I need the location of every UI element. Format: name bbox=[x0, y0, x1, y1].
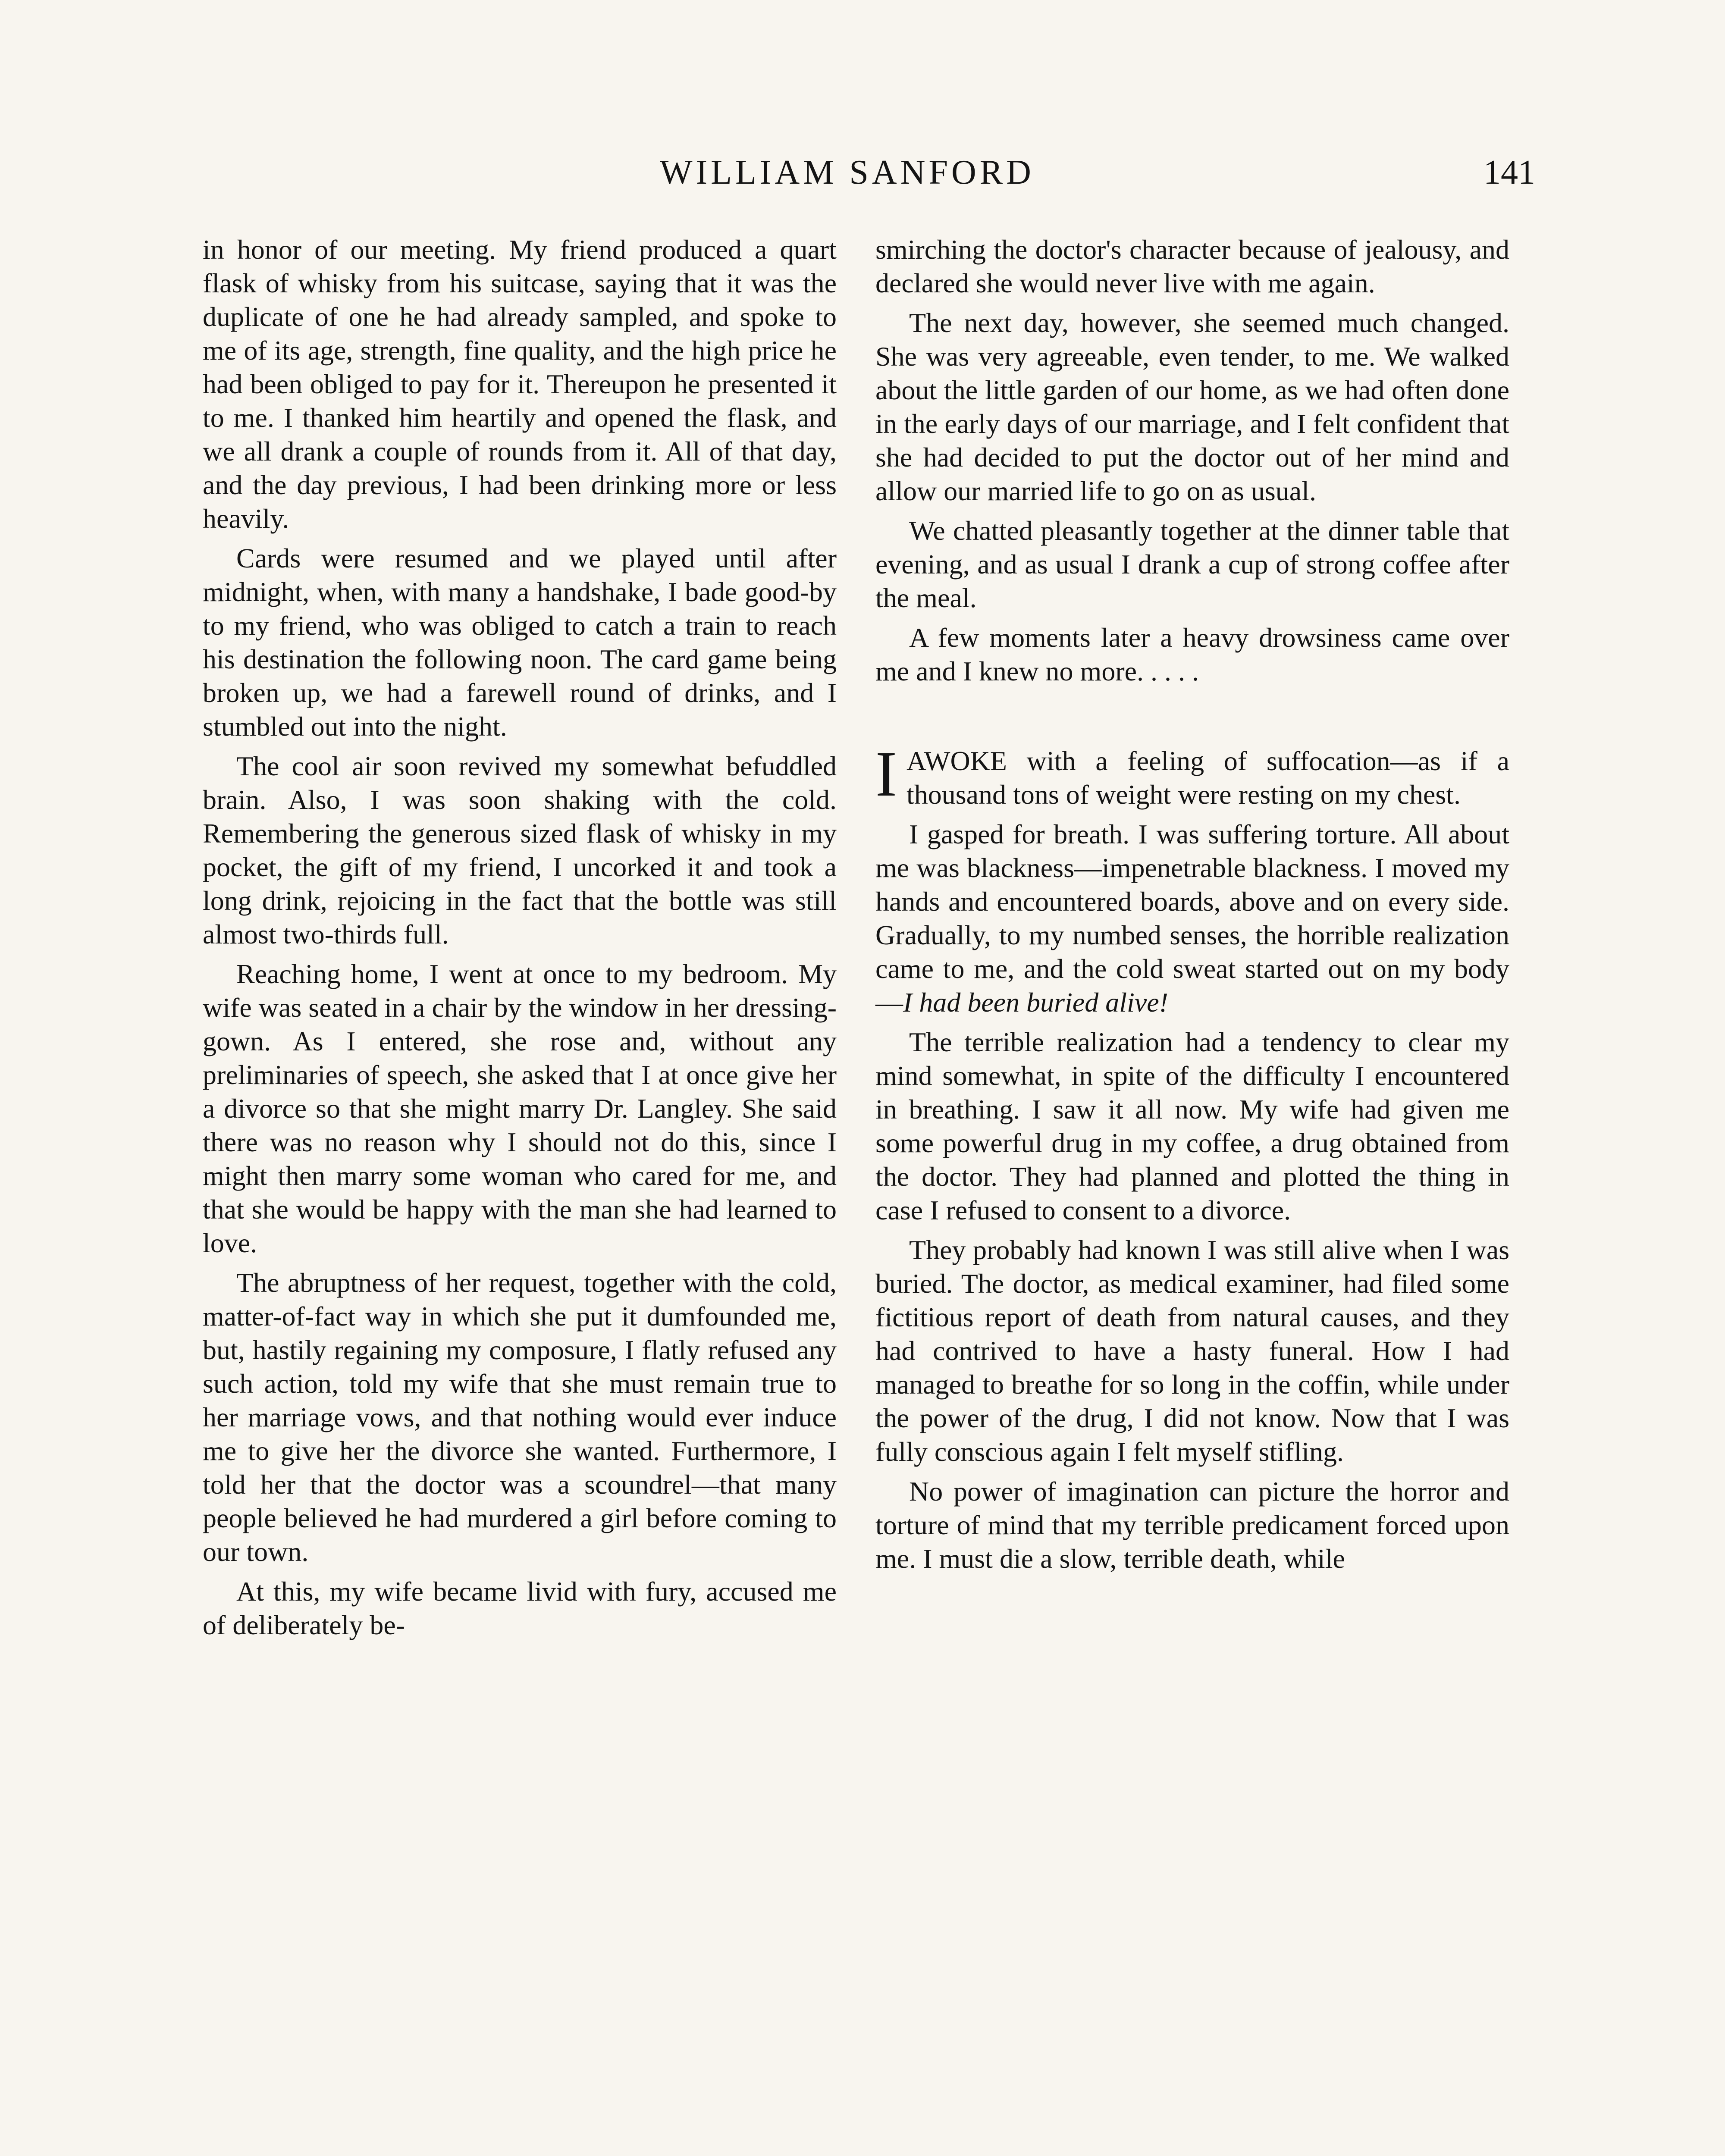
paragraph: A few moments later a heavy drowsiness came over me and I knew no more. . . . . bbox=[875, 622, 1509, 686]
drop-cap: I bbox=[875, 738, 897, 810]
running-head: WILLIAM SANFORD bbox=[660, 154, 1035, 191]
paragraph: No power of imagination can picture the horror and torture of mind that my terrible predicament forced upon me. I must die a slow, terrible death, while bbox=[875, 1476, 1509, 1574]
right-column bbox=[875, 233, 1509, 1582]
paragraph: At this, my wife became livid with fury, accused me of deliberately be- bbox=[203, 1576, 837, 1640]
paragraph-text: AWOKE with a feeling of suffocation—as if a thousand tons of weight were resting on my chest. bbox=[906, 746, 1509, 810]
paragraph: smirching the doctor's character because of jealousy, and declared she would never live with me again. bbox=[875, 234, 1509, 298]
page-header bbox=[198, 147, 1535, 198]
paragraph: Cards were resumed and we played until after midnight, when, with many a handshake, I bade good-by to my friend, who was obliged to catch a train to reach his destination the following noon. The card game being broken up, we had a farewell round of drinks, and I stumbled out into the night. bbox=[203, 543, 837, 742]
paragraph: The next day, however, she seemed much changed. She was very agreeable, even tender, to me. We walked about the little garden of our home, as we had often done in the early days of our marriage, and I felt confident that she had decided to put the doctor out of her mind and allow our married life to go on as usual. bbox=[875, 307, 1509, 506]
paragraph bbox=[875, 818, 1509, 1019]
paragraph-text: I gasped for breath. I was suffering torture. All about me was blackness—impenetrable blackness. I moved my hands and encountered boards, above and on every side. Gradually, to my numbed senses, the horrible realization came to me, and the cold sweat started out on my body— bbox=[875, 819, 1509, 1018]
paragraph: in honor of our meeting. My friend produced a quart flask of whisky from his suitcase, saying that it was the duplicate of one he had already sampled, and spoke to me of its age, strength, fine quality, and the high price he had been obliged to pay for it. Thereupon he presented it to me. I thanked him heartily and opened the flask, and we all drank a couple of rounds from it. All of that day, and the day previous, I had been drinking more or less heavily. bbox=[203, 234, 837, 534]
page-number: 141 bbox=[1484, 154, 1535, 191]
italic-phrase: I had been buried alive! bbox=[903, 987, 1168, 1018]
paragraph: The cool air soon revived my somewhat befuddled brain. Also, I was soon shaking with the cold. Remembering the generous sized flask of whisky in my pocket, the gift of my friend, I uncorked it and took a long drink, rejoicing in the fact that the bottle was still almost two-thirds full. bbox=[203, 751, 837, 950]
paragraph: The abruptness of her request, together with the cold, matter-of-fact way in which she put it dumfounded me, but, hastily regaining my composure, I flatly refused any such action, told my wife that she must remain true to her marriage vows, and that nothing would ever induce me to give her the divorce she wanted. Furthermore, I told her that the doctor was a scoundrel—that many people believed he had murdered a girl before coming to our town. bbox=[203, 1267, 837, 1567]
paragraph: Reaching home, I went at once to my bedroom. My wife was seated in a chair by the window in her dressing-gown. As I entered, she rose and, without any preliminaries of speech, she asked that I at once give her a divorce so that she might marry Dr. Langley. She said there was no reason why I should not do this, since I might then marry some woman who cared for me, and that she would be happy with the man she had learned to love. bbox=[203, 959, 837, 1258]
paragraph: The terrible realization had a tendency to clear my mind somewhat, in spite of the difficulty I encountered in breathing. I saw it all now. My wife had given me some powerful drug in my coffee, a drug obtained from the doctor. They had planned and plotted the thing in case I refused to consent to a divorce. bbox=[875, 1027, 1509, 1225]
section-opening-paragraph bbox=[875, 738, 1509, 812]
left-column bbox=[203, 233, 837, 1648]
paragraph: We chatted pleasantly together at the dinner table that evening, and as usual I drank a cup of strong coffee after the meal. bbox=[875, 515, 1509, 613]
paragraph: They probably had known I was still alive when I was buried. The doctor, as medical examiner, had filed some fictitious report of death from natural causes, and they had contrived to have a hasty funeral. How I had managed to breathe for so long in the coffin, while under the power of the drug, I did not know. Now that I was fully conscious again I felt myself stifling. bbox=[875, 1235, 1509, 1467]
